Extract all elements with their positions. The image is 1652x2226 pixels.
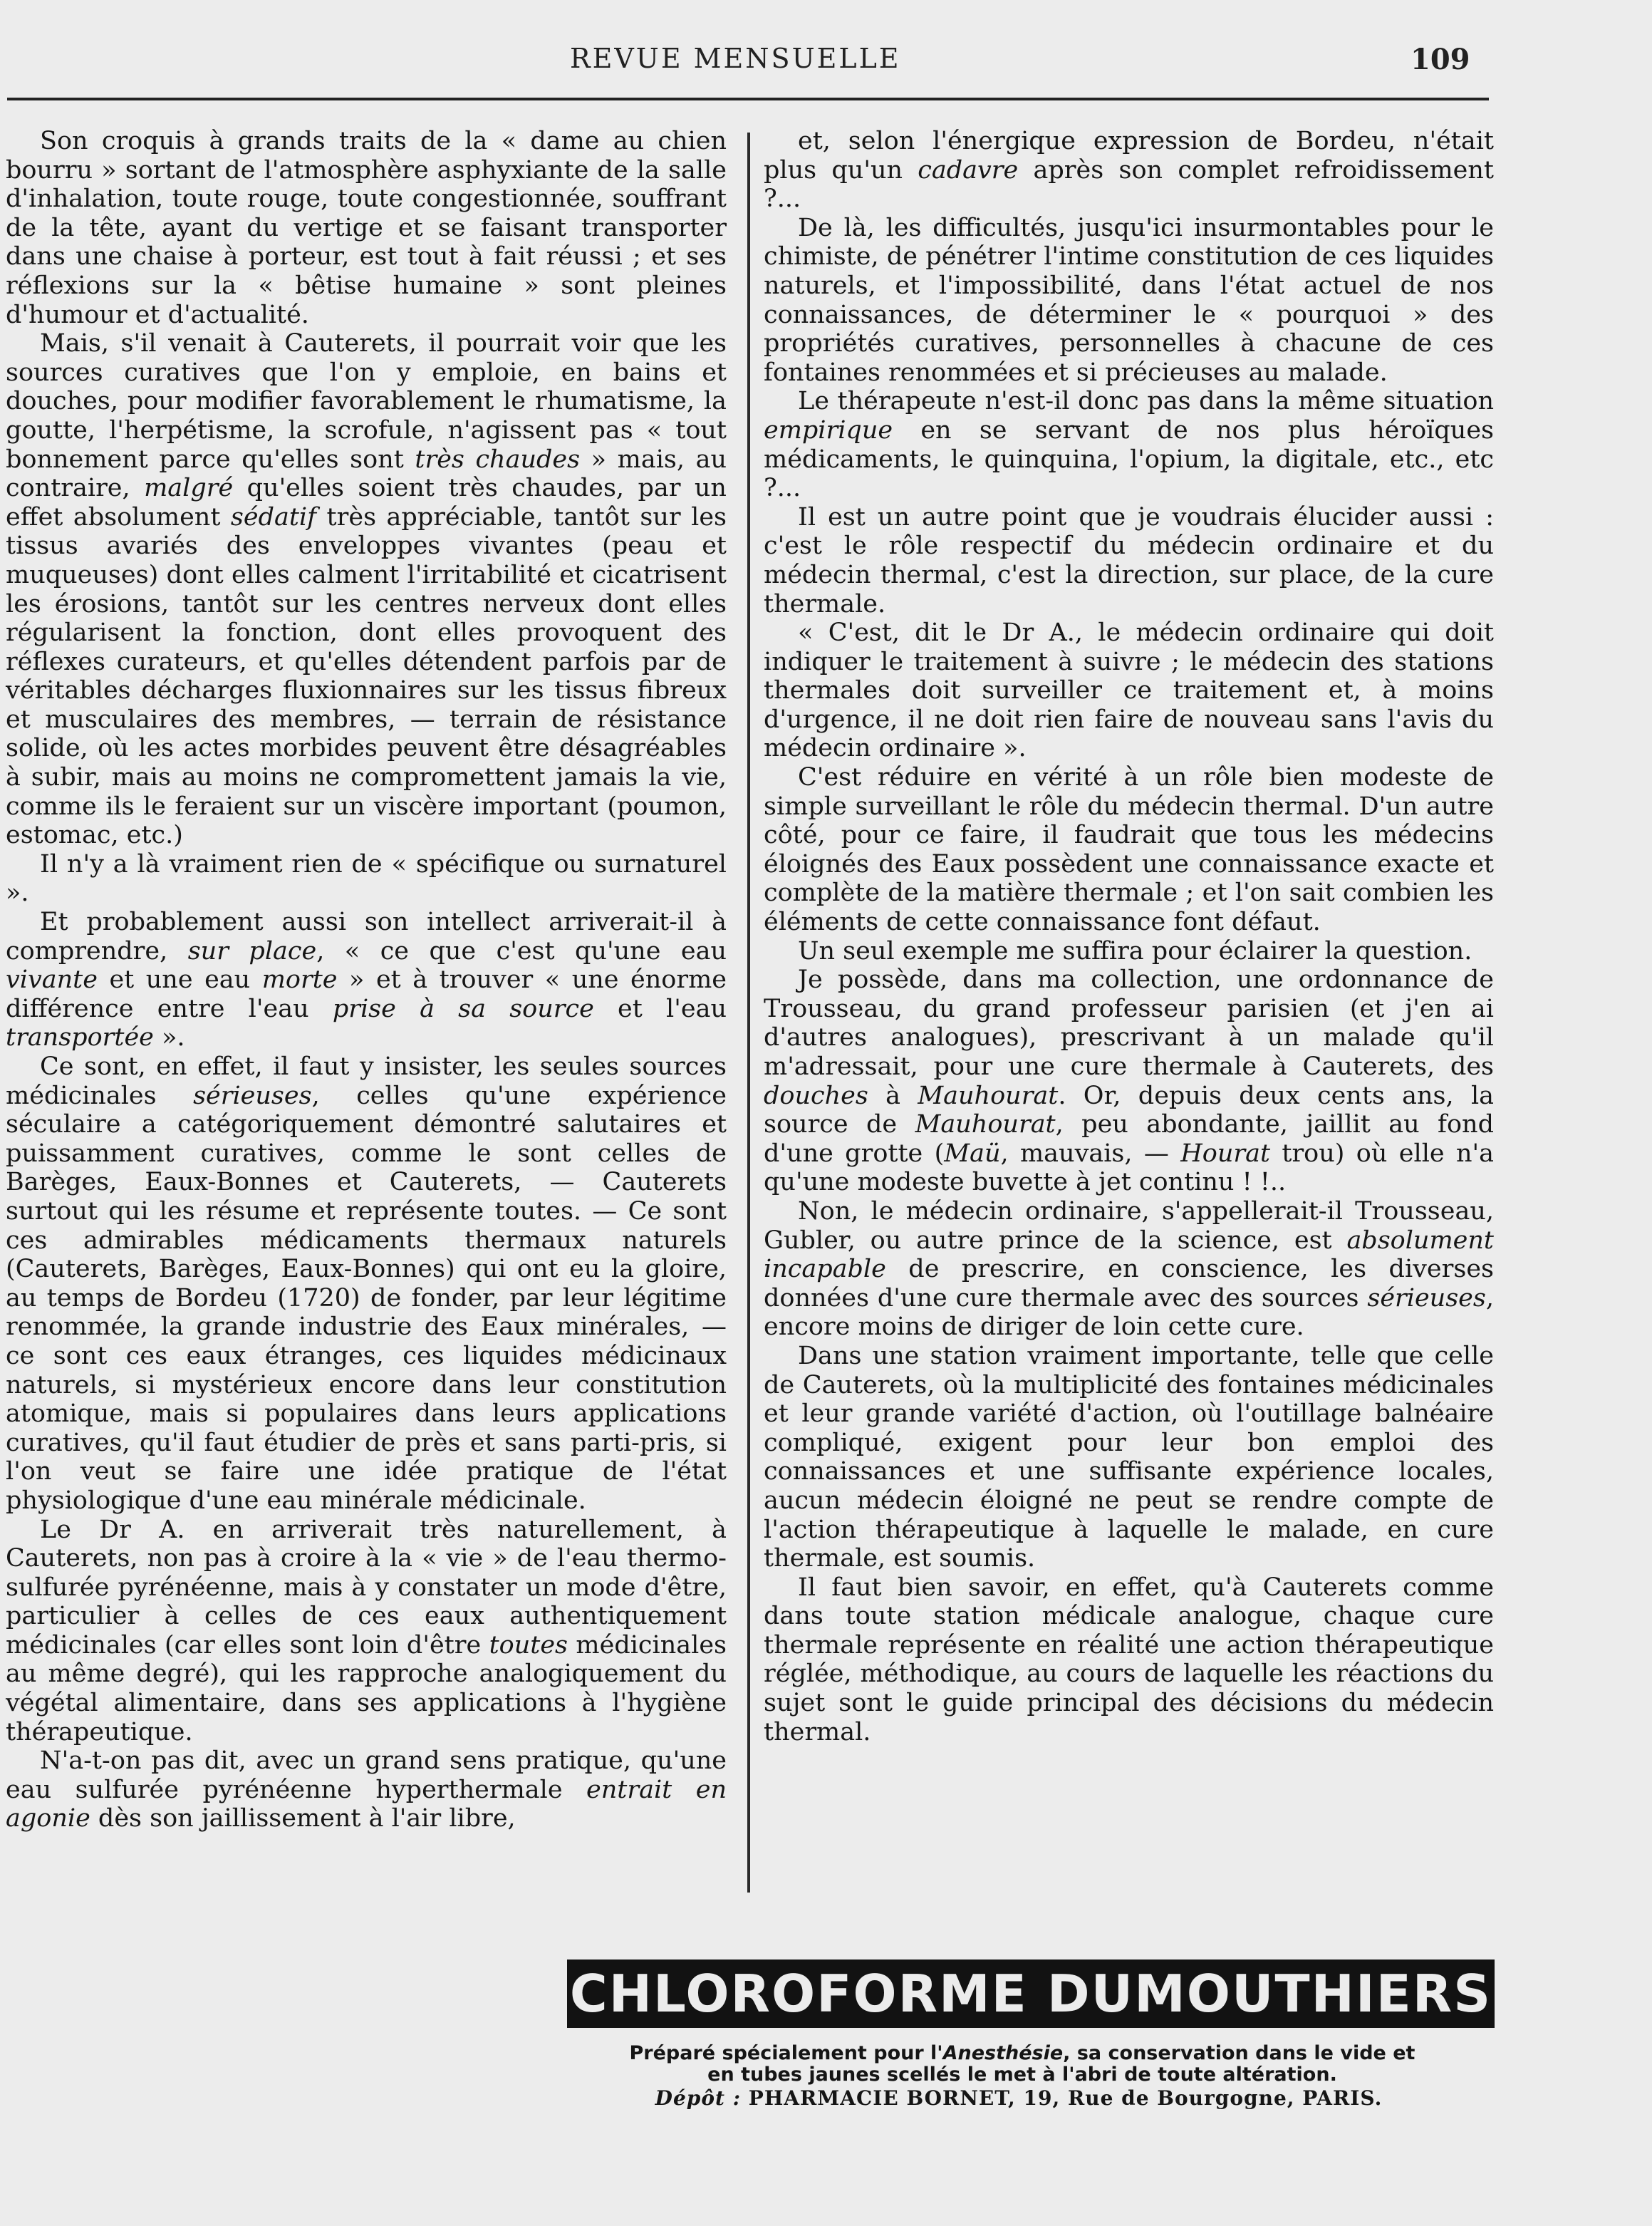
left_column-paragraph: Le Dr A. en arriverait très naturellement, à Cauterets, non pas à croire à la « vie » de l'eau thermo-sulfurée pyrénéenne, mais à y constater un mode d'être, particulier à celles de ces eaux authentiquement médicinales (car elles sont loin d'être toutes médicinales au même degré), qui les rapproche analogiquement du végétal alimentaire, dans ses applications à l'hygiène thérapeutique. <box>6 1515 727 1746</box>
right_column-paragraph: « C'est, dit le Dr A., le médecin ordinaire qui doit indiquer le traitement à suivre ; le médecin des stations thermales doit surveiller ce traitement et, à moins d'urgence, il ne doit rien faire de nouveau sans l'avis du médecin ordinaire ». <box>764 618 1494 763</box>
italic-phrase: douches <box>764 1081 868 1110</box>
depot-label: Dépôt : <box>655 2086 742 2110</box>
ad-line1-italic: Anesthésie <box>942 2042 1064 2064</box>
header-rule <box>7 98 1489 100</box>
advertisement-depot <box>556 2086 1482 2110</box>
italic-phrase: cadavre <box>918 155 1019 185</box>
right_column-paragraph: Un seul exemple me suffira pour éclairer la question. <box>798 936 1472 966</box>
italic-phrase: toutes <box>489 1630 568 1660</box>
right_column-paragraph: Il faut bien savoir, en effet, qu'à Cauterets comme dans toute station médicale analogue, chaque cure thermale représente en réalité une action thérapeutique réglée, méthodique, au cours de laquelle les réactions du sujet sont le guide principal des décisions du médecin thermal. <box>764 1573 1494 1746</box>
right_column-paragraph: Le thérapeute n'est-il donc pas dans la même situation empirique en se servant de nos plus héroïques médicaments, le quinquina, l'opium, la digitale, etc., etc ?... <box>764 387 1494 503</box>
right_column-paragraph: et, selon l'énergique expression de Bordeu, n'était plus qu'un cadavre après son complet refroidissement ?... <box>764 127 1494 214</box>
page-number: 109 <box>1411 43 1470 76</box>
left_column-paragraph: Il n'y a là vraiment rien de « spécifique ou surnaturel ». <box>6 849 727 908</box>
italic-phrase: absolument incapable <box>764 1226 1494 1284</box>
right_column-paragraph: Il est un autre point que je voudrais élucider aussi : c'est le rôle respectif du médecin ordinaire et du médecin thermal, c'est la direction, sur place, de la cure thermale. <box>764 502 1494 618</box>
italic-phrase: vivante <box>6 966 98 995</box>
italic-phrase: sur place <box>187 936 317 966</box>
left_column-paragraph: Et probablement aussi son intellect arriverait-il à comprendre, sur place, « ce que c'est qu'une eau vivante et une eau morte » et à trouver « une énorme différence entre l'eau prise à sa source et l'eau transportée ». <box>6 908 727 1052</box>
right_column-paragraph: Dans une station vraiment importante, telle que celle de Cauterets, où la multiplicité des fontaines médicinales et leur grande variété d'action, où l'outillage balnéaire compliqué, exigent pour leur bon emploi des connaissances et une suffisante expérience locales, aucun médecin éloigné ne peut se rendre compte de l'action thérapeutique à laquelle le malade, en cure thermale, est soumis. <box>764 1341 1494 1573</box>
right_column-paragraph: C'est réduire en vérité à un rôle bien modeste de simple surveillant le rôle du médecin thermal. D'un autre côté, pour ce faire, il faudrait que tous les médecins éloignés des Eaux possèdent une connaissance exacte et complète de la matière thermale ; et l'on sait combien les éléments de cette connaissance font défaut. <box>764 763 1494 937</box>
italic-phrase: Hourat <box>1180 1139 1271 1168</box>
italic-phrase: empirique <box>764 415 893 445</box>
advertisement-line-2: en tubes jaunes scellés le met à l'abri de toute altération. <box>707 2064 1337 2086</box>
left_column-paragraph: Ce sont, en effet, il faut y insister, les seules sources médicinales sérieuses, celles qu'une expérience séculaire a catégoriquement démontré salutaires et puissamment curatives, comme le sont celles de Barèges, Eaux-Bonnes et Cauterets, — Cauterets surtout qui les résume et représente toutes. — Ce sont ces admirables médicaments thermaux naturels (Cauterets, Barèges, Eaux-Bonnes) qui ont eu la gloire, au temps de Bordeu (1720) de fonder, par leur légitime renommée, la grande industrie des Eaux minérales, — ce sont ces eaux étranges, ces liquides médicinaux naturels, si mystérieux encore dans leur constitution atomique, mais si populaires dans leurs applications curatives, qu'il faut étudier de près et sans parti-pris, si l'on veut se faire une idée pratique de l'état physiologique d'une eau minérale médicinale. <box>6 1052 727 1515</box>
italic-phrase: sérieuses <box>193 1081 312 1110</box>
right_column-paragraph: Non, le médecin ordinaire, s'appellerait-il Trousseau, Gubler, ou autre prince de la science, est absolument incapable de prescrire, en conscience, les diverses données d'une cure thermale avec des sources sérieuses, encore moins de diriger de loin cette cure. <box>764 1196 1494 1342</box>
right-column <box>764 127 1494 1746</box>
italic-phrase: transportée <box>6 1023 154 1052</box>
advertisement-title: CHLOROFORME DUMOUTHIERS <box>569 1964 1492 2024</box>
running-header <box>0 43 1489 93</box>
left-column <box>6 127 727 1833</box>
italic-phrase: sérieuses <box>1367 1283 1486 1313</box>
italic-phrase: entrait en agonie <box>6 1775 727 1833</box>
italic-phrase: Mauhourat <box>915 1110 1056 1139</box>
italic-phrase: très chaudes <box>415 445 581 474</box>
left_column-paragraph: Son croquis à grands traits de la « dame au chien bourru » sortant de l'atmosphère asphyxiante de la salle d'inhalation, toute rouge, toute congestionnée, souffrant de la tête, ayant du vertige et se faisant transporter dans une chaise à porteur, est tout à fait réussi ; et ses réflexions sur la « bêtise humaine » sont pleines d'humour et d'actualité. <box>6 127 727 329</box>
column-divider <box>747 133 750 1893</box>
italic-phrase: Maü <box>944 1139 1001 1168</box>
right_column-paragraph: Je possède, dans ma collection, une ordonnance de Trousseau, du grand professeur parisien (et j'en ai d'autres analogues), prescrivant à un malade qu'il m'adressait, pour une cure thermale à Cauterets, des douches à Mauhourat. Or, depuis deux cents ans, la source de Mauhourat, peu abondante, jaillit au fond d'une grotte (Maü, mauvais, — Hourat trou) où elle n'a qu'une modeste buvette à jet continu ! !.. <box>764 966 1494 1197</box>
ad-line1-end: , sa conservation dans le vide et <box>1063 2042 1415 2064</box>
journal-title: REVUE MENSUELLE <box>570 43 901 74</box>
italic-phrase: sédatif <box>230 502 317 532</box>
advertisement-line-1 <box>541 2042 1503 2065</box>
left_column-paragraph: N'a-t-on pas dit, avec un grand sens pratique, qu'une eau sulfurée pyrénéenne hyperthermale entrait en agonie dès son jaillissement à l'air libre, <box>6 1746 727 1833</box>
italic-phrase: morte <box>261 966 338 995</box>
italic-phrase: prise à sa source <box>332 994 594 1023</box>
italic-phrase: Mauhourat <box>918 1081 1059 1110</box>
italic-phrase: malgré <box>144 474 234 503</box>
ad-line1-start: Préparé spécialement pour l' <box>629 2042 943 2064</box>
right_column-paragraph: De là, les difficultés, jusqu'ici insurmontables pour le chimiste, de pénétrer l'intime constitution de ces liquides naturels, et l'impossibilité, dans l'état actuel de nos connaissances, de déterminer le « pourquoi » des propriétés curatives, personnelles à chacune de ces fontaines renommées et si précieuses au malade. <box>764 213 1494 387</box>
depot-address: PHARMACIE BORNET, 19, Rue de Bourgogne, PARIS. <box>748 2086 1383 2110</box>
left_column-paragraph: Mais, s'il venait à Cauterets, il pourrait voir que les sources curatives que l'on y emploie, en bains et douches, pour modifier favorablement le rhumatisme, la goutte, l'herpétisme, la scrofule, n'agissent pas « tout bonnement parce qu'elles sont très chaudes » mais, au contraire, malgré qu'elles soient très chaudes, par un effet absolument sédatif très appréciable, tantôt sur les tissus avariés des enveloppes vivantes (peau et muqueuses) dont elles calment l'irritabilité et cicatrisent les érosions, tantôt sur les centres nerveux dont elles régularisent la fonction, dont elles provoquent des réflexes curateurs, et qu'elles détendent parfois par de véritables décharges fluxionnaires sur les tissus fibreux et musculaires des membres, — terrain de résistance solide, où les actes morbides peuvent être désagréables à subir, mais au moins ne compromettent jamais la vie, comme ils le feraient sur un viscère important (poumon, estomac, etc.) <box>6 329 727 850</box>
